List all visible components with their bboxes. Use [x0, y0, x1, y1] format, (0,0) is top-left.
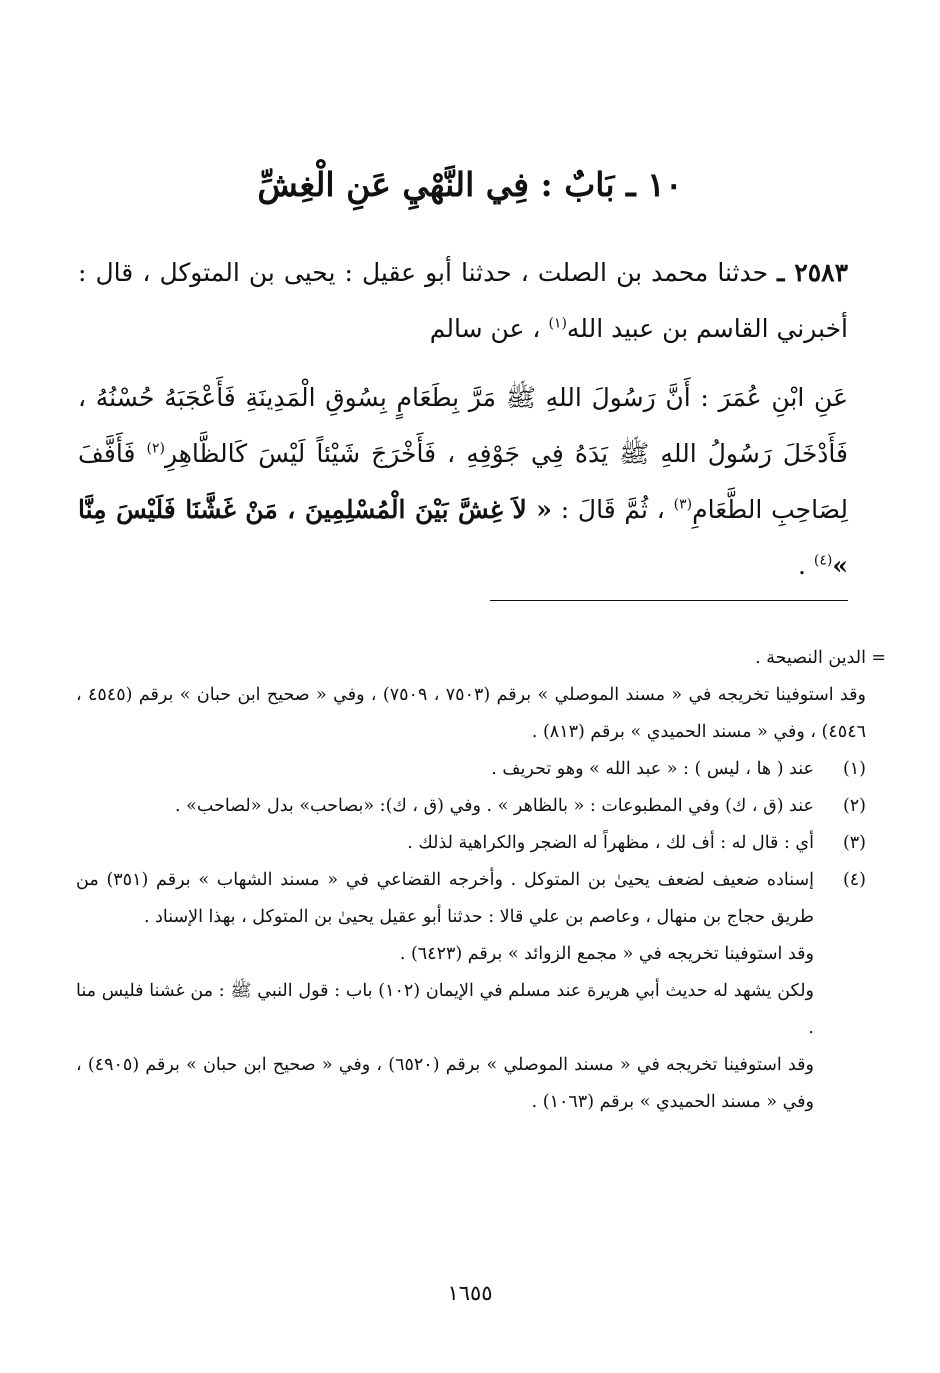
footnote-paragraph: عند ( ها ، ليس ) : « عبد الله » وهو تحريف .: [491, 759, 814, 779]
footnote-number: (٢): [842, 796, 866, 816]
matn-text-1: عَنِ ابْنِ عُمَرَ : أَنَّ رَسُولَ اللهِ ﷺ مَرَّ بِطَعَامٍ بِسُوقِ الْمَدِينَةِ فَأَعْجَبَهُ حُسْنُهُ ، فَأَدْخَلَ رَسُولُ اللهِ ﷺ يَدَهُ فِي جَوْفِهِ ، فَأَخْرَجَ شَيْئاً لَيْسَ كَالظَّاهِرِ: [78, 383, 848, 468]
continuation-note: [76, 640, 886, 677]
footnote-item: [76, 751, 866, 788]
isnad-text-end: ، عن سالم: [429, 314, 541, 343]
footnote-number: (٤): [842, 870, 866, 890]
page-number: ١٦٥٥: [447, 1281, 493, 1305]
footnote-separator: [490, 600, 848, 601]
footnote-body: [76, 862, 814, 1121]
footnote-ref-1[interactable]: (١): [548, 315, 567, 332]
footnote-number: (١): [842, 759, 866, 779]
footnote-paragraph: إسناده ضعيف لضعف يحيىٰ بن المتوكل . وأخرجه القضاعي في « مسند الشهاب » برقم (٣٥١) من طريق حجاج بن منهال ، وعاصم بن علي قالا : حدثنا أبو عقيل يحيىٰ بن المتوكل ، بهذا الإسناد .: [76, 870, 814, 927]
footnote-paragraph: أي : قال له : أف لك ، مظهراً له الضجر والكراهية لذلك .: [407, 833, 814, 853]
isnad-text: حدثنا محمد بن الصلت ، حدثنا أبو عقيل : يحيى بن المتوكل ، قال : أخبرني القاسم بن عبيد الله: [78, 258, 848, 343]
footnote-number: (٣): [842, 833, 866, 853]
footnote-item: [76, 788, 866, 825]
matn-text-3: ، ثُمَّ قَالَ :: [560, 495, 665, 524]
footnote-ref-3[interactable]: (٣): [673, 496, 693, 513]
chapter-title: ١٠ ـ بَابٌ : فِي النَّهْيِ عَنِ الْغِشِّ: [257, 165, 683, 204]
footnote-item: [76, 825, 866, 862]
continuation-first-line: الدين النصيحة .: [755, 648, 866, 668]
footnote-paragraph: وقد استوفينا تخريجه في « مسند الموصلي » برقم (٦٥٢٠) ، وفي « صحيح ابن حبان » برقم (٤٩٠٥) ، وفي « مسند الحميدي » برقم (١٠٦٣) .: [76, 1055, 814, 1112]
continuation-marker: =: [871, 648, 886, 668]
prophet-quote: « لاَ غِشَّ بَيْنَ الْمُسْلِمِينَ ، مَنْ غَشَّنَا فَلَيْسَ مِنَّا »: [78, 495, 848, 580]
matn-text-2: فَأَفَّفَ لِصَاحِبِ الطَّعَامِ: [78, 439, 849, 524]
footnote-paragraph: عند (ق ، ك) وفي المطبوعات : « بالظاهر » . وفي (ق ، ك): «بصاحب» بدل «لصاحب» .: [175, 796, 814, 816]
continuation-block: وقد استوفينا تخريجه في « مسند الموصلي » برقم (٧٥٠٣ ، ٧٥٠٩) ، وفي « صحيح ابن حبان » برقم (٤٥٤٥ ، ٤٥٤٦) ، وفي « مسند الحميدي » برقم (٨١٣) .: [76, 685, 866, 742]
footnote-body: [76, 751, 814, 788]
hadith-matn: [78, 370, 848, 594]
footnote-ref-2[interactable]: (٢): [146, 440, 165, 457]
footnote-list: [76, 751, 866, 1121]
footnote-paragraph: ولكن يشهد له حديث أبي هريرة عند مسلم في الإيمان (١٠٢) باب : قول النبي ﷺ : من غشنا فليس منا .: [76, 981, 814, 1038]
footnote-ref-4[interactable]: (٤): [813, 552, 833, 569]
footnote-body: [76, 788, 814, 825]
hadith-number: ٢٥٨٣ ـ: [777, 258, 849, 287]
matn-end: .: [798, 551, 806, 580]
footnote-item: [76, 862, 866, 1121]
footnote-body: [76, 825, 814, 862]
footnotes-section: [76, 640, 886, 1121]
footnote-paragraph: وقد استوفينا تخريجه في « مجمع الزوائد » برقم (٦٤٢٣) .: [399, 944, 814, 964]
hadith-isnad: [78, 245, 848, 357]
